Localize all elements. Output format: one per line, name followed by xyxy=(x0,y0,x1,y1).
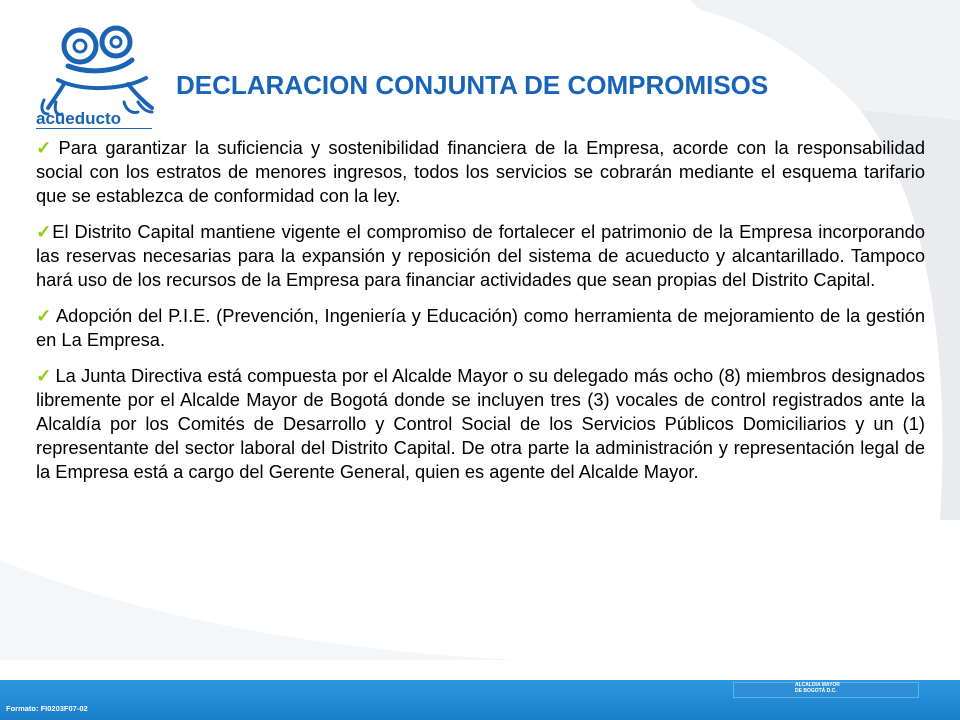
format-code: Formato: FI0203F07-02 xyxy=(6,704,88,713)
alcaldia-line-2: DE BOGOTÁ D.C. xyxy=(795,688,837,694)
commitments-list xyxy=(36,136,925,496)
list-item xyxy=(36,136,925,208)
page-title: DECLARACION CONJUNTA DE COMPROMISOS xyxy=(176,70,769,100)
logo-underline xyxy=(36,128,152,133)
alcaldia-text xyxy=(795,682,840,694)
list-item xyxy=(36,304,925,352)
alcaldia-logo xyxy=(733,682,919,698)
check-mark-icon: ✓ xyxy=(36,137,55,158)
paragraph-text: Adopción del P.I.E. (Prevención, Ingeniería y Educación) como herramienta de mejoramiento de la gestión en La Empresa. xyxy=(36,305,925,350)
list-item xyxy=(36,364,925,484)
paragraph-text: La Junta Directiva está compuesta por el Alcalde Mayor o su delegado más ocho (8) miembros designados libremente por el Alcalde Mayor de Bogotá donde se incluyen tres (3) vocales de control registrados ante la Alcaldía por los Comités de Desarrollo y Control Social de los Servicios Públicos Domiciliarios y un (1) representante del sector laboral del Distrito Capital. De otra parte la administración y representación legal de la Empresa está a cargo del Gerente General, quien es agente del Alcalde Mayor. xyxy=(36,365,925,482)
check-mark-icon: ✓ xyxy=(36,365,52,386)
paragraph-text: El Distrito Capital mantiene vigente el compromiso de fortalecer el patrimonio de la Empresa incorporando las reservas necesarias para la expansión y reposición del sistema de acueducto y alcantarillado. Tampoco hará uso de los recursos de la Empresa para financiar actividades que sean propias del Distrito Capital. xyxy=(36,221,925,290)
alcaldia-line-1: ALCALDIA MAYOR xyxy=(795,682,840,688)
check-mark-icon: ✓ xyxy=(36,305,52,326)
content-panel-edge xyxy=(0,662,938,680)
list-item xyxy=(36,220,925,292)
logo-wordmark: acueducto xyxy=(36,109,122,128)
paragraph-text: Para garantizar la suficiencia y sostenibilidad financiera de la Empresa, acorde con la responsabilidad social con los estratos de menores ingresos, todos los servicios se cobrarán mediante el esquema tarifario que se establezca de conformidad con la ley. xyxy=(36,137,925,206)
check-mark-icon: ✓ xyxy=(36,221,53,242)
